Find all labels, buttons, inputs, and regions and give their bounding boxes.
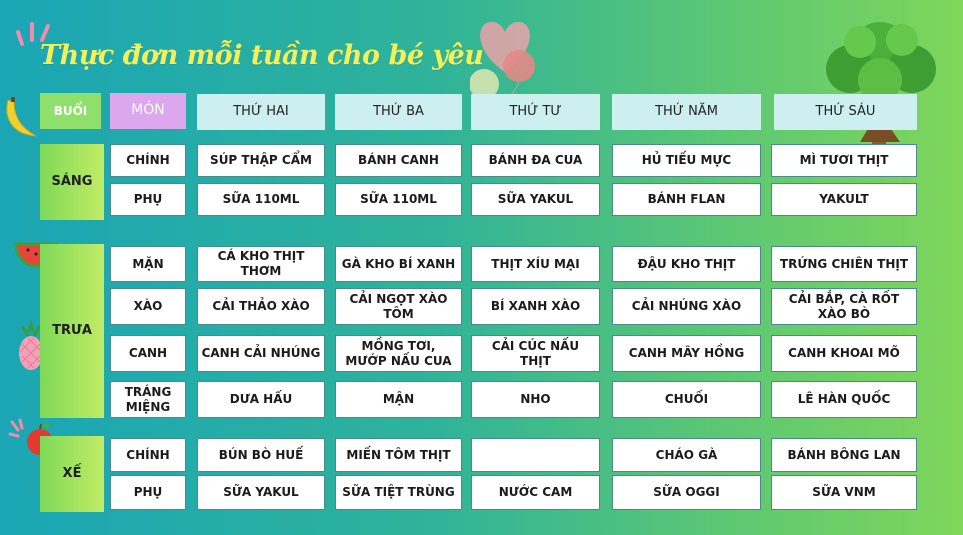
session-label: XẾ xyxy=(40,436,104,512)
menu-cell: BÚN BÒ HUẾ xyxy=(197,438,325,472)
menu-cell: BÁNH BÔNG LAN xyxy=(771,438,917,472)
banana-icon xyxy=(2,96,42,140)
menu-cell: CANH MÂY HỒNG xyxy=(612,335,761,372)
menu-cell: MÌ TƯƠI THỊT xyxy=(771,144,917,177)
header-day-1: THỨ HAI xyxy=(197,94,325,130)
menu-cell: SỮA 110ML xyxy=(335,183,462,216)
menu-cell: SỮA TIỆT TRÙNG xyxy=(335,475,462,510)
menu-cell: CẢI THẢO XÀO xyxy=(197,288,325,325)
header-day-4: THỨ NĂM xyxy=(612,94,761,130)
menu-cell xyxy=(471,438,600,472)
menu-cell: GÀ KHO BÍ XANH xyxy=(335,246,462,282)
menu-cell: CANH KHOAI MÕ xyxy=(771,335,917,372)
menu-cell: TRỨNG CHIÊN THỊT xyxy=(771,246,917,282)
dish-type-cell: XÀO xyxy=(110,288,186,325)
menu-cell: SÚP THẬP CẨM xyxy=(197,144,325,177)
menu-cell: HỦ TIẾU MỰC xyxy=(612,144,761,177)
menu-cell: BÁNH ĐA CUA xyxy=(471,144,600,177)
menu-cell: ĐẬU KHO THỊT xyxy=(612,246,761,282)
menu-cell: CẢI BẮP, CÀ RỐT XÀO BÒ xyxy=(771,288,917,325)
menu-cell: MIẾN TÔM THỊT xyxy=(335,438,462,472)
menu-cell: CHÁO GÀ xyxy=(612,438,761,472)
menu-cell: CẢI NHÚNG XÀO xyxy=(612,288,761,325)
dish-type-cell: PHỤ xyxy=(110,475,186,510)
menu-cell: SỮA VNM xyxy=(771,475,917,510)
dish-type-cell: PHỤ xyxy=(110,183,186,216)
menu-cell: THỊT XÍU MẠI xyxy=(471,246,600,282)
menu-cell: BÁNH FLAN xyxy=(612,183,761,216)
menu-cell: MỒNG TƠI, MƯỚP NẤU CUA xyxy=(335,335,462,372)
menu-cell: CHUỐI xyxy=(612,381,761,418)
dish-type-cell: CHÍNH xyxy=(110,438,186,472)
menu-cell: DƯA HẤU xyxy=(197,381,325,418)
menu-cell: CÁ KHO THỊT THƠM xyxy=(197,246,325,282)
menu-cell: SỮA YAKUL xyxy=(471,183,600,216)
header-session: BUỔI xyxy=(40,93,101,129)
menu-cell: CANH CẢI NHÚNG xyxy=(197,335,325,372)
session-label: SÁNG xyxy=(40,144,104,220)
dish-type-cell: CANH xyxy=(110,335,186,372)
menu-cell: SỮA OGGI xyxy=(612,475,761,510)
header-day-5: THỨ SÁU xyxy=(774,94,917,130)
dish-type-cell: MẶN xyxy=(110,246,186,282)
menu-cell: CẢI NGỌT XÀO TÔM xyxy=(335,288,462,325)
menu-cell: BÍ XANH XÀO xyxy=(471,288,600,325)
menu-cell: CẢI CÚC NẤU THỊT xyxy=(471,335,600,372)
dish-type-cell: TRÁNG MIỆNG xyxy=(110,381,186,418)
menu-cell: SỮA YAKUL xyxy=(197,475,325,510)
session-label: TRƯA xyxy=(40,244,104,418)
menu-cell: SỮA 110ML xyxy=(197,183,325,216)
page-title: Thực đơn mỗi tuần cho bé yêu xyxy=(40,40,484,71)
header-day-3: THỨ TƯ xyxy=(471,94,600,130)
dish-type-cell: CHÍNH xyxy=(110,144,186,177)
menu-cell: LÊ HÀN QUỐC xyxy=(771,381,917,418)
header-dish: MÓN xyxy=(110,93,186,129)
menu-cell: NHO xyxy=(471,381,600,418)
menu-cell: YAKULT xyxy=(771,183,917,216)
menu-cell: BÁNH CANH xyxy=(335,144,462,177)
menu-cell: MẬN xyxy=(335,381,462,418)
header-day-2: THỨ BA xyxy=(335,94,462,130)
menu-cell: NƯỚC CAM xyxy=(471,475,600,510)
